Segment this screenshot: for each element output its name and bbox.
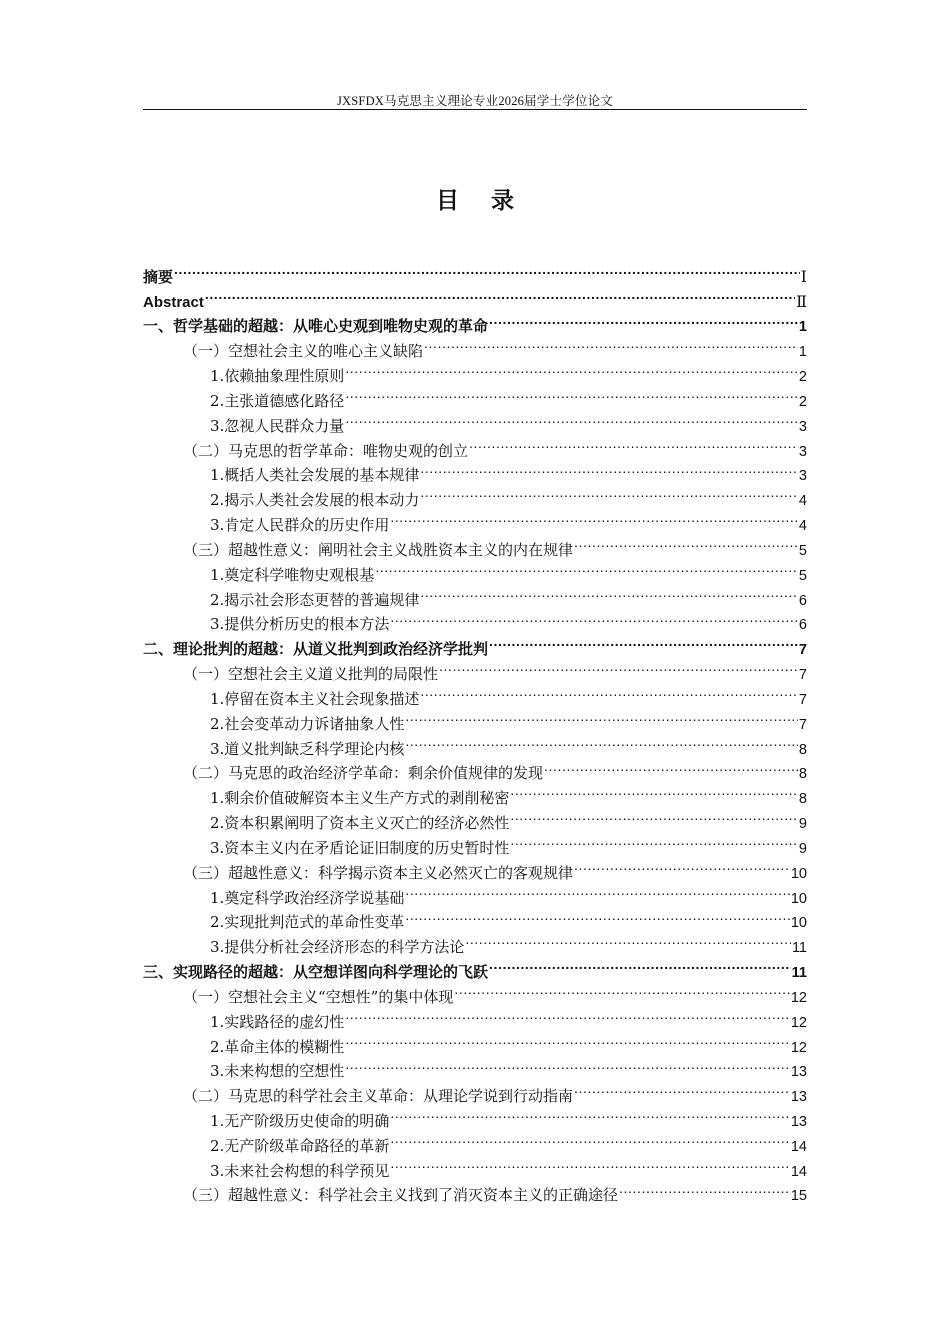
- dot-leader: [390, 505, 798, 530]
- toc-entry-page: 4: [798, 518, 807, 535]
- dot-leader: [424, 331, 798, 356]
- toc-entry-label: 2.革命主体的模糊性: [210, 1037, 345, 1056]
- toc-entry-label: 3.提供分析历史的根本方法: [210, 615, 390, 634]
- toc-entry-page: Ⅱ: [796, 291, 807, 311]
- dot-leader: [375, 555, 798, 580]
- toc-entry-label: （三）超越性意义：阐明社会主义战胜资本主义的内在规律: [183, 540, 574, 559]
- toc-entry-label: 1.奠定科学唯物史观根基: [210, 565, 375, 584]
- dot-leader: [465, 927, 791, 952]
- dot-leader: [345, 381, 798, 406]
- toc-entry-page: 12: [790, 1014, 807, 1031]
- dot-leader: [420, 480, 798, 505]
- dot-leader: [405, 903, 790, 928]
- toc-entry-page: 3: [798, 443, 807, 460]
- toc-entry-label: 2.揭示人类社会发展的根本动力: [210, 491, 420, 510]
- toc-entry-label: 2.资本积累阐明了资本主义灭亡的经济必然性: [210, 814, 510, 833]
- header-rule: [143, 109, 807, 110]
- toc-entry-label: 2.实现批判范式的革命性变革: [210, 913, 405, 932]
- dot-leader: [405, 704, 798, 729]
- dot-leader: [510, 828, 798, 853]
- toc-entry-label: （一）空想社会主义道义批判的局限性: [183, 665, 439, 684]
- toc-entry-label: 2.主张道德感化路径: [210, 391, 345, 410]
- toc-entry-page: 1: [798, 344, 807, 361]
- toc-entry-label: 3.资本主义内在矛盾论证旧制度的历史暂时性: [210, 838, 510, 857]
- toc-entry-label: 1.无产阶级历史使命的明确: [210, 1111, 390, 1130]
- dot-leader: [574, 1076, 790, 1101]
- dot-leader: [510, 778, 798, 803]
- dot-leader: [420, 456, 798, 481]
- toc-entry-label: （一）空想社会主义“空想性”的集中体现: [183, 987, 454, 1006]
- toc-entry-label: （二）马克思的哲学革命：唯物史观的创立: [183, 441, 469, 460]
- toc-entry-page: 10: [790, 890, 807, 907]
- toc-entry-label: （三）超越性意义：科学揭示资本主义必然灭亡的客观规律: [183, 863, 574, 882]
- toc-entry-page: 11: [791, 965, 807, 982]
- dot-leader: [454, 977, 790, 1002]
- toc-entry-label: 1.奠定科学政治经济学说基础: [210, 888, 405, 907]
- toc-entry-page: 5: [798, 542, 807, 559]
- toc-entry-page: 7: [798, 667, 807, 684]
- toc-entry-page: 6: [798, 617, 807, 634]
- dot-leader: [345, 406, 798, 431]
- toc-entry-page: 7: [798, 642, 807, 659]
- dot-leader: [345, 1027, 790, 1052]
- toc-entry-page: 8: [798, 791, 807, 808]
- table-of-contents: [143, 257, 807, 1205]
- toc-entry-label: 1.依赖抽象理性原则: [210, 367, 345, 386]
- dot-leader: [405, 729, 798, 754]
- dot-leader: [469, 431, 798, 456]
- toc-entry-label: 3.肯定人民群众的历史作用: [210, 516, 390, 535]
- running-header: JXSFDX马克思主义理论专业2026届学士学位论文: [336, 94, 614, 108]
- toc-entry-label: 1.实践路径的虚幻性: [210, 1012, 345, 1031]
- toc-entry-page: 9: [798, 816, 807, 833]
- toc-entry-label: 1.概括人类社会发展的基本规律: [210, 466, 420, 485]
- dot-leader: [390, 1151, 790, 1176]
- toc-entry-page: 3: [798, 468, 807, 485]
- toc-entry-abstract-cn[interactable]: [143, 257, 807, 286]
- toc-entry-page: 10: [790, 915, 807, 932]
- toc-entry-label: （三）超越性意义：科学社会主义找到了消灭资本主义的正确途径: [183, 1186, 619, 1205]
- dot-leader: [345, 1052, 790, 1077]
- toc-entry-label: 3.未来社会构想的科学预见: [210, 1161, 390, 1180]
- dot-leader: [489, 629, 798, 654]
- toc-entry-label: 摘要: [143, 267, 174, 286]
- toc-entry-page: 8: [798, 741, 807, 758]
- dot-leader: [205, 282, 795, 307]
- toc-entry-label: 3.道义批判缺乏科学理论内核: [210, 739, 405, 758]
- toc-entry-label: 3.忽视人民群众力量: [210, 416, 345, 435]
- toc-entry-page: 13: [790, 1089, 807, 1106]
- toc-entry-page: 13: [790, 1113, 807, 1130]
- toc-entry-page: 15: [790, 1188, 807, 1205]
- toc-entry-page: 2: [798, 393, 807, 410]
- toc-entry-page: 12: [790, 989, 807, 1006]
- toc-entry-page: Ⅰ: [800, 266, 807, 286]
- toc-entry-label: 2.社会变革动力诉诸抽象人性: [210, 714, 405, 733]
- dot-leader: [390, 1126, 790, 1151]
- toc-entry-chapter-1[interactable]: [143, 307, 807, 336]
- toc-entry-page: 9: [798, 840, 807, 857]
- toc-entry-page: 1: [798, 319, 807, 336]
- toc-entry-label: 一、哲学基础的超越：从唯心史观到唯物史观的革命: [143, 317, 489, 336]
- toc-entry-label: 二、理论批判的超越：从道义批判到政治经济学批判: [143, 640, 489, 659]
- dot-leader: [510, 803, 798, 828]
- toc-entry-page: 2: [798, 369, 807, 386]
- toc-entry-page: 14: [790, 1163, 807, 1180]
- dot-leader: [174, 257, 800, 282]
- toc-entry-label: （一）空想社会主义的唯心主义缺陷: [183, 342, 424, 361]
- dot-leader: [489, 952, 791, 977]
- dot-leader: [619, 1176, 790, 1201]
- toc-entry-page: 10: [790, 865, 807, 882]
- toc-entry-page: 7: [798, 716, 807, 733]
- toc-entry-label: 1.剩余价值破解资本主义生产方式的剥削秘密: [210, 789, 510, 808]
- toc-entry-label: 三、实现路径的超越：从空想详图向科学理论的飞跃: [143, 963, 489, 982]
- dot-leader: [345, 1002, 790, 1027]
- dot-leader: [544, 754, 798, 779]
- toc-entry-label: 2.无产阶级革命路径的革新: [210, 1136, 390, 1155]
- toc-entry-label: 3.未来构想的空想性: [210, 1062, 345, 1081]
- toc-title: 目 录: [435, 188, 526, 214]
- dot-leader: [390, 1101, 790, 1126]
- dot-leader: [574, 853, 790, 878]
- toc-entry-label: Abstract: [143, 293, 204, 311]
- toc-entry-page: 8: [798, 766, 807, 783]
- toc-entry-page: 4: [798, 493, 807, 510]
- toc-entry-label: 2.揭示社会形态更替的普遍规律: [210, 590, 420, 609]
- dot-leader: [420, 679, 798, 704]
- toc-entry-label: 1.停留在资本主义社会现象描述: [210, 689, 420, 708]
- toc-entry-page: 5: [798, 567, 807, 584]
- toc-entry-page: 6: [798, 592, 807, 609]
- dot-leader: [390, 605, 798, 630]
- dot-leader: [345, 356, 798, 381]
- toc-entry-page: 7: [798, 691, 807, 708]
- dot-leader: [439, 654, 798, 679]
- toc-entry-page: 14: [790, 1138, 807, 1155]
- toc-entry-label: （二）马克思的科学社会主义革命：从理论学说到行动指南: [183, 1087, 574, 1106]
- dot-leader: [574, 530, 798, 555]
- toc-entry-label: 3.提供分析社会经济形态的科学方法论: [210, 938, 465, 957]
- dot-leader: [489, 307, 798, 332]
- dot-leader: [420, 580, 798, 605]
- toc-entry-page: 3: [798, 418, 807, 435]
- dot-leader: [405, 878, 790, 903]
- toc-entry-page: 11: [791, 940, 807, 957]
- toc-entry-abstract-en[interactable]: [143, 282, 807, 311]
- toc-entry-page: 13: [790, 1064, 807, 1081]
- toc-entry-page: 12: [790, 1039, 807, 1056]
- toc-entry-label: （二）马克思的政治经济学革命：剩余价值规律的发现: [183, 764, 544, 783]
